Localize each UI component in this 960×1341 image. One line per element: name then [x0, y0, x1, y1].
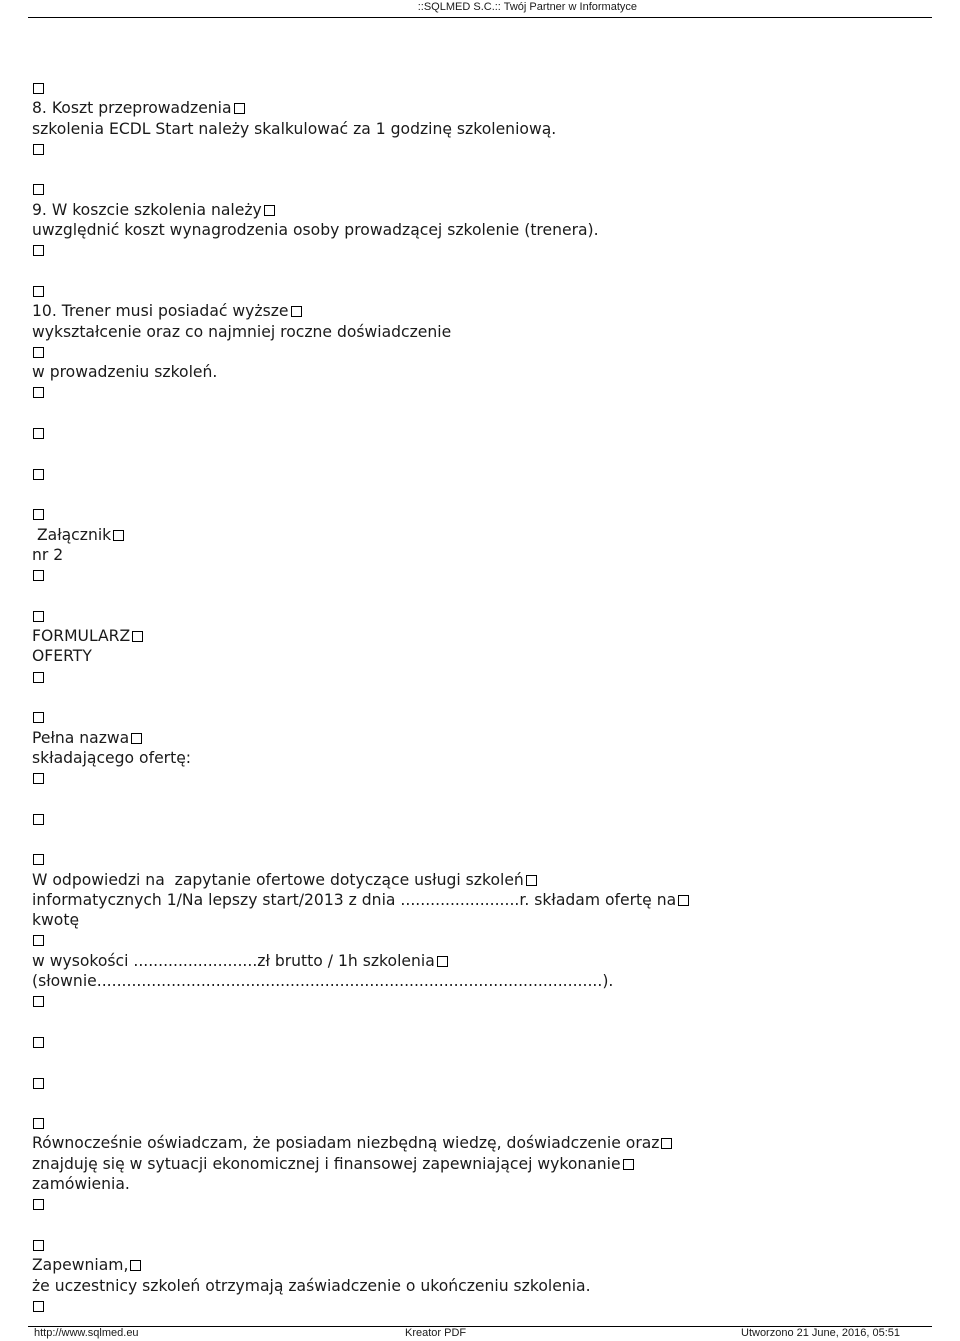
missing-glyph-box-icon: [33, 184, 44, 195]
page-header: [0, 0, 960, 16]
line-text: 10. Trener musi posiadać wyższe: [32, 302, 289, 321]
header-title: ::SQLMED S.C.:: Twój Partner w Informatyce: [417, 1, 637, 13]
missing-glyph-box-icon: [33, 611, 44, 622]
missing-glyph-box-icon: [33, 672, 44, 683]
text-line: [32, 1276, 932, 1296]
line-text: Równocześnie oświadczam, że posiadam niezbędną wiedzę, doświadczenie oraz: [32, 1134, 660, 1153]
missing-glyph-box-icon: [437, 956, 448, 967]
text-line: [32, 1194, 932, 1214]
text-line: [32, 809, 932, 829]
text-line: [32, 1296, 932, 1316]
text-line: [32, 464, 932, 484]
text-line: [32, 403, 932, 423]
line-text: Załącznik: [32, 525, 112, 544]
text-line: [32, 1174, 932, 1194]
text-line: [32, 585, 932, 605]
text-line: [32, 525, 932, 545]
text-line: [32, 1235, 932, 1255]
missing-glyph-box-icon: [33, 509, 44, 520]
text-line: [32, 646, 932, 666]
text-line: [32, 1012, 932, 1032]
text-line: [32, 1154, 932, 1174]
text-line: [32, 626, 932, 646]
text-line: [32, 606, 932, 626]
text-line: [32, 768, 932, 788]
text-line: [32, 971, 932, 991]
text-line: [32, 78, 932, 98]
line-text: że uczestnicy szkoleń otrzymają zaświadczenie o ukończeniu szkolenia.: [32, 1276, 591, 1295]
line-text: Pełna nazwa: [32, 728, 130, 747]
text-line: [32, 261, 932, 281]
text-line: [32, 707, 932, 727]
missing-glyph-box-icon: [623, 1159, 634, 1170]
missing-glyph-box-icon: [33, 570, 44, 581]
text-line: [32, 545, 932, 565]
line-text: 9. W koszcie szkolenia należy: [32, 200, 262, 219]
text-line: [32, 829, 932, 849]
missing-glyph-box-icon: [33, 1078, 44, 1089]
line-text: W odpowiedzi na zapytanie ofertowe dotyczące usługi szkoleń: [32, 870, 524, 889]
line-text: uwzględnić koszt wynagrodzenia osoby prowadzącej szkolenie (trenera).: [32, 221, 599, 240]
line-text: w prowadzeniu szkoleń.: [32, 363, 218, 382]
text-line: [32, 890, 932, 910]
text-line: [32, 1073, 932, 1093]
text-line: [32, 1255, 932, 1275]
missing-glyph-box-icon: [33, 144, 44, 155]
text-line: [32, 281, 932, 301]
text-line: [32, 728, 932, 748]
text-line: [32, 849, 932, 869]
missing-glyph-box-icon: [33, 935, 44, 946]
text-line: [32, 748, 932, 768]
line-text: wykształcenie oraz co najmniej roczne doświadczenie: [32, 322, 452, 341]
missing-glyph-box-icon: [33, 996, 44, 1007]
line-text: szkolenia ECDL Start należy skalkulować za 1 godzinę szkoleniową.: [32, 119, 557, 138]
text-line: [32, 565, 932, 585]
footer-creator: Kreator PDF: [405, 1327, 467, 1339]
missing-glyph-box-icon: [526, 875, 537, 886]
missing-glyph-box-icon: [678, 895, 689, 906]
missing-glyph-box-icon: [33, 245, 44, 256]
text-line: [32, 1113, 932, 1133]
text-line: [32, 930, 932, 950]
missing-glyph-box-icon: [33, 814, 44, 825]
text-line: [32, 159, 932, 179]
missing-glyph-box-icon: [33, 773, 44, 784]
missing-glyph-box-icon: [33, 286, 44, 297]
text-line: [32, 870, 932, 890]
missing-glyph-box-icon: [661, 1138, 672, 1149]
text-line: [32, 910, 932, 930]
text-line: [32, 443, 932, 463]
text-line: [32, 687, 932, 707]
missing-glyph-box-icon: [33, 83, 44, 94]
page-footer: [0, 1327, 960, 1341]
missing-glyph-box-icon: [234, 103, 245, 114]
text-line: [32, 667, 932, 687]
missing-glyph-box-icon: [131, 733, 142, 744]
missing-glyph-box-icon: [33, 1301, 44, 1312]
line-text: nr 2: [32, 545, 64, 564]
text-line: [32, 200, 932, 220]
text-line: [32, 119, 932, 139]
line-text: w wysokości .........................zł brutto / 1h szkolenia: [32, 951, 435, 970]
line-text: informatycznych 1/Na lepszy start/2013 z dnia ........................r. składam ofertę na: [32, 890, 677, 909]
missing-glyph-box-icon: [33, 1240, 44, 1251]
text-line: [32, 1215, 932, 1235]
missing-glyph-box-icon: [113, 530, 124, 541]
text-line: [32, 179, 932, 199]
text-line: [32, 139, 932, 159]
text-line: [32, 1032, 932, 1052]
document-body: [32, 78, 932, 1316]
text-line: [32, 951, 932, 971]
text-line: [32, 382, 932, 402]
header-rule: [28, 17, 932, 18]
text-line: [32, 1133, 932, 1153]
footer-url[interactable]: http://www.sqlmed.eu: [34, 1327, 139, 1339]
text-line: [32, 301, 932, 321]
line-text: znajduję się w sytuacji ekonomicznej i finansowej zapewniającej wykonanie: [32, 1154, 621, 1173]
missing-glyph-box-icon: [33, 1037, 44, 1048]
missing-glyph-box-icon: [264, 205, 275, 216]
text-line: [32, 98, 932, 118]
text-line: [32, 991, 932, 1011]
line-text: zamówienia.: [32, 1175, 130, 1194]
text-line: [32, 504, 932, 524]
missing-glyph-box-icon: [33, 428, 44, 439]
missing-glyph-box-icon: [291, 306, 302, 317]
missing-glyph-box-icon: [33, 347, 44, 358]
missing-glyph-box-icon: [33, 469, 44, 480]
text-line: [32, 1052, 932, 1072]
missing-glyph-box-icon: [33, 1199, 44, 1210]
missing-glyph-box-icon: [33, 1118, 44, 1129]
text-line: [32, 220, 932, 240]
text-line: [32, 240, 932, 260]
text-line: [32, 423, 932, 443]
line-text: Zapewniam,: [32, 1256, 129, 1275]
text-line: [32, 484, 932, 504]
line-text: FORMULARZ: [32, 627, 131, 646]
text-line: [32, 1093, 932, 1113]
line-text: OFERTY: [32, 647, 92, 666]
line-text: kwotę: [32, 911, 80, 930]
footer-created: Utworzono 21 June, 2016, 05:51: [741, 1327, 901, 1339]
missing-glyph-box-icon: [33, 712, 44, 723]
line-text: składającego ofertę:: [32, 748, 192, 767]
text-line: [32, 788, 932, 808]
line-text: 8. Koszt przeprowadzenia: [32, 99, 232, 118]
missing-glyph-box-icon: [130, 1260, 141, 1271]
missing-glyph-box-icon: [33, 387, 44, 398]
text-line: [32, 322, 932, 342]
missing-glyph-box-icon: [33, 854, 44, 865]
line-text: (słownie......................................................................................................).: [32, 972, 614, 991]
text-line: [32, 342, 932, 362]
text-line: [32, 362, 932, 382]
missing-glyph-box-icon: [132, 631, 143, 642]
